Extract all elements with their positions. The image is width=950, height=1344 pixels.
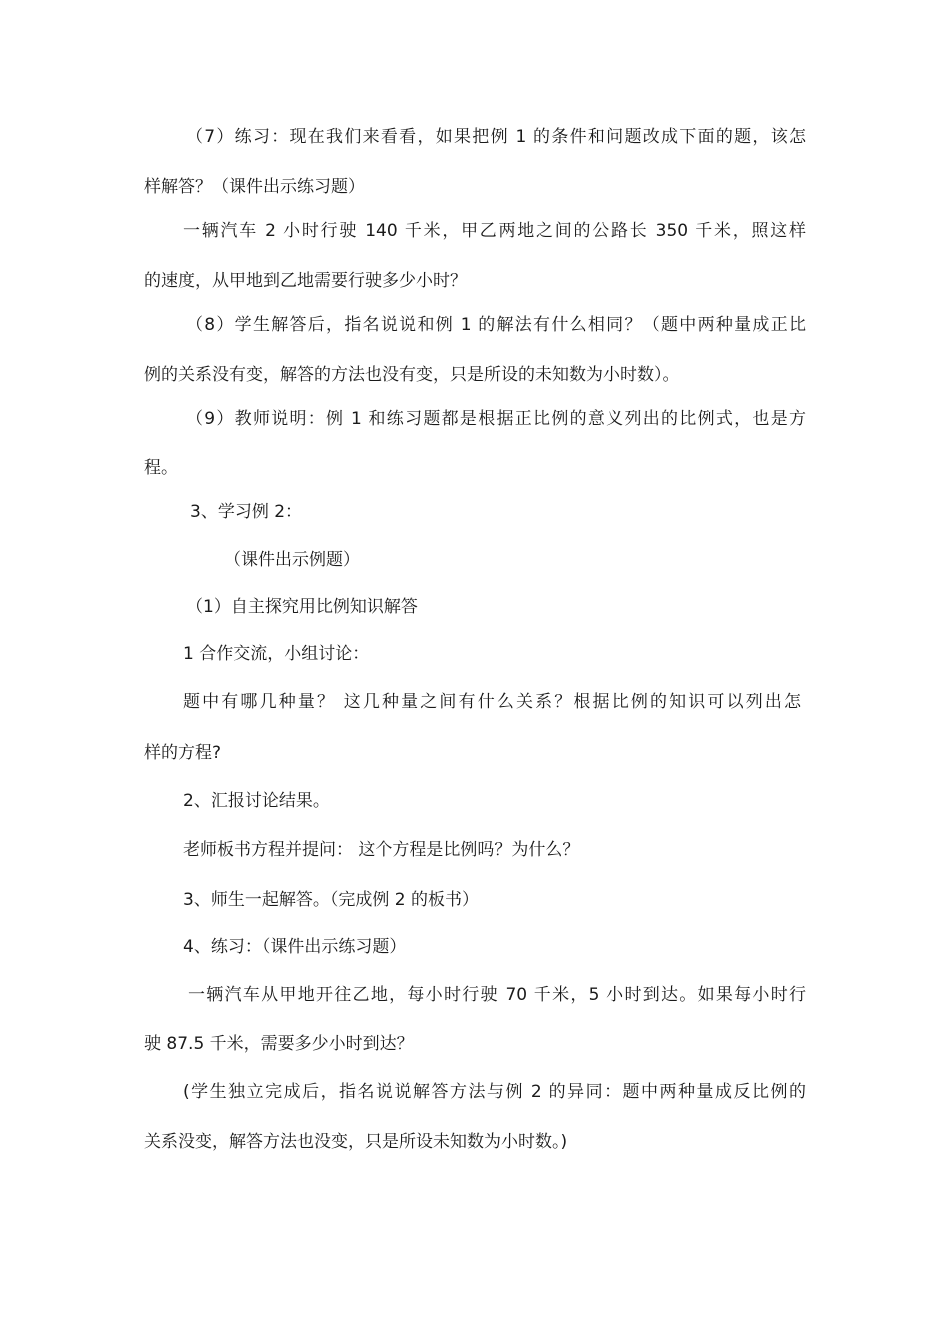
paragraph-line: 2、汇报讨论结果。 bbox=[183, 791, 330, 811]
section-heading: 3、学习例 2： bbox=[190, 502, 303, 522]
paragraph-line: 样的方程? bbox=[144, 743, 222, 763]
paragraph-line: 一辆汽车从甲地开往乙地，每小时行驶 70 千米，5 小时到达。如果每小时行 bbox=[188, 985, 806, 1005]
paragraph-line: （1）自主探究用比例知识解答 bbox=[186, 597, 418, 617]
paragraph-line: 样解答？（课件出示练习题） bbox=[144, 177, 365, 197]
paragraph-line: （课件出示例题） bbox=[224, 550, 360, 570]
paragraph-line: 例的关系没有变，解答的方法也没有变，只是所设的未知数为小时数）。 bbox=[144, 365, 680, 385]
paragraph-line: 关系没变，解答方法也没变，只是所设未知数为小时数。) bbox=[144, 1132, 568, 1152]
paragraph-line: 一辆汽车 2 小时行驶 140 千米，甲乙两地之间的公路长 350 千米，照这样 bbox=[183, 221, 806, 241]
paragraph-line: （8）学生解答后，指名说说和例 1 的解法有什么相同？（题中两种量成正比 bbox=[186, 315, 806, 335]
paragraph-line: 老师板书方程并提问： 这个方程是比例吗？为什么？ bbox=[183, 840, 580, 860]
paragraph-line: 程。 bbox=[144, 458, 178, 478]
paragraph-line: 驶 87.5 千米，需要多少小时到达？ bbox=[144, 1034, 414, 1054]
paragraph-line: 1 合作交流，小组讨论： bbox=[183, 644, 370, 664]
paragraph-line: （9）教师说明：例 1 和练习题都是根据正比例的意义列出的比例式，也是方 bbox=[186, 409, 806, 429]
paragraph-line: (学生独立完成后，指名说说解答方法与例 2 的异同：题中两种量成反比例的 bbox=[183, 1082, 806, 1102]
paragraph-line: 3、师生一起解答。（完成例 2 的板书） bbox=[183, 890, 479, 910]
paragraph-line: 的速度，从甲地到乙地需要行驶多少小时？ bbox=[144, 271, 467, 291]
paragraph-line: 4、练习：（课件出示练习题） bbox=[183, 937, 407, 957]
paragraph-line: 题中有哪几种量？ 这几种量之间有什么关系？根据比例的知识可以列出怎 bbox=[183, 692, 801, 712]
paragraph-line: （7）练习：现在我们来看看，如果把例 1 的条件和问题改成下面的题，该怎 bbox=[186, 127, 806, 147]
